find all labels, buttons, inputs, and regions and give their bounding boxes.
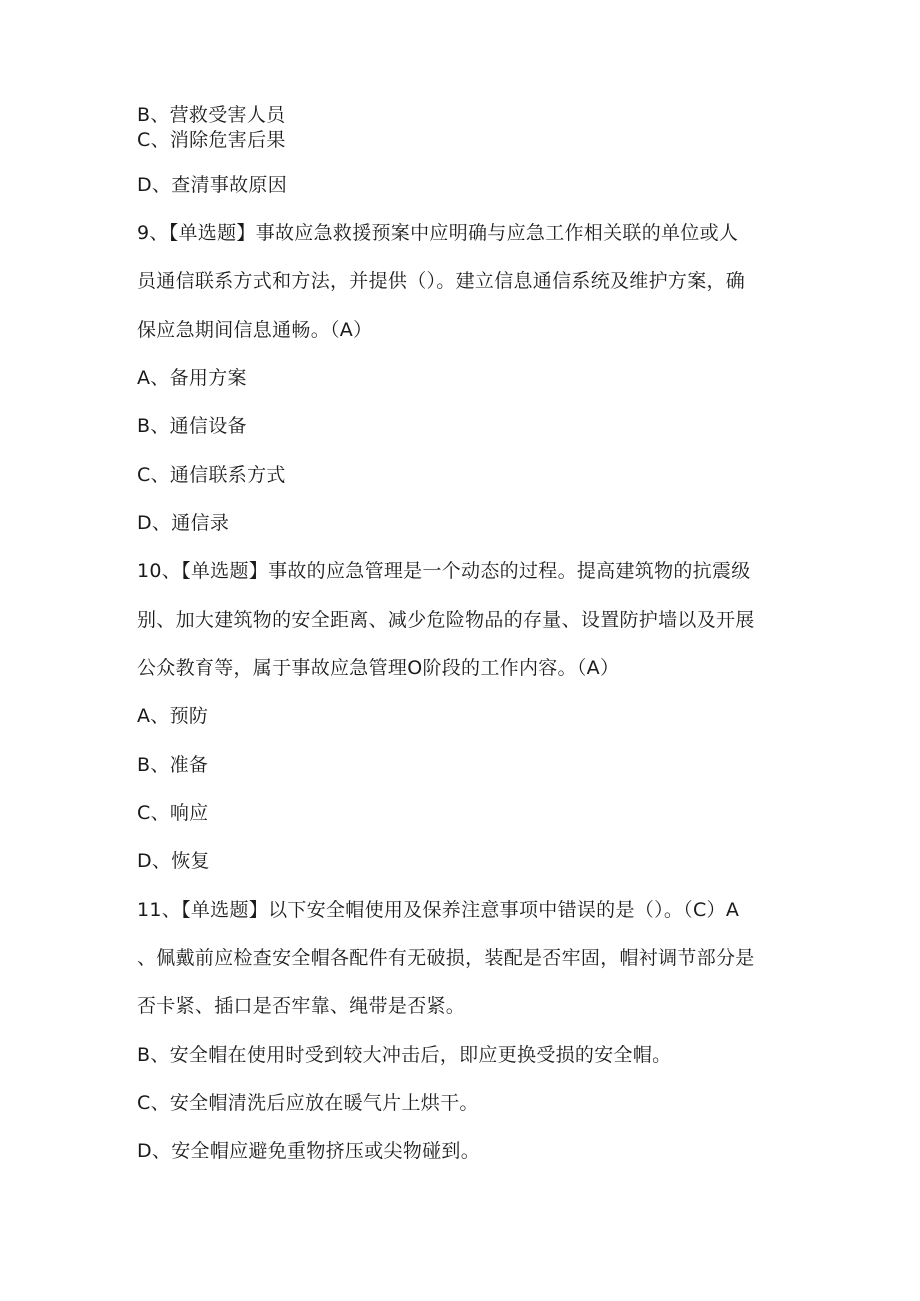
option-text: A、预防 (137, 705, 209, 727)
option-text: B、安全帽在使用时受到较大冲击后，即应更换受损的安全帽。 (137, 1044, 672, 1066)
question-text: 别、加大建筑物的安全距离、减少危险物品的存量、设置防护墙以及开展 (137, 609, 755, 631)
question-text: 保应急期间信息通畅。（A） (137, 319, 373, 341)
question-text: 否卡紧、插口是否牢靠、绳带是否紧。 (137, 995, 466, 1017)
question-text: 公众教育等，属于事故应急管理O阶段的工作内容。（A） (137, 657, 620, 679)
option-text: B、营救受害人员 (137, 104, 286, 126)
option-text: C、消除危害后果 (137, 129, 286, 151)
option-text: D、安全帽应避免重物挤压或尖物碰到。 (137, 1140, 481, 1162)
question-text: 11、【单选题】以下安全帽使用及保养注意事项中错误的是（）。（C）A (137, 899, 740, 921)
option-text: D、通信录 (137, 512, 230, 534)
option-text: B、通信设备 (137, 415, 247, 437)
question-text: 员通信联系方式和方法，并提供（）。建立信息通信系统及维护方案，确 (137, 270, 746, 292)
question-text: 9、【单选题】事故应急救援预案中应明确与应急工作相关联的单位或人 (137, 222, 739, 244)
option-text: C、响应 (137, 802, 209, 824)
question-text: 10、【单选题】事故的应急管理是一个动态的过程。提高建筑物的抗震级 (137, 560, 751, 582)
option-text: B、准备 (137, 754, 209, 776)
option-text: D、恢复 (137, 850, 210, 872)
question-text: 、佩戴前应检查安全帽各配件有无破损，装配是否牢固，帽衬调节部分是 (137, 947, 755, 969)
option-text: A、备用方案 (137, 367, 247, 389)
option-text: D、查清事故原因 (137, 174, 288, 196)
option-text: C、安全帽清洗后应放在暖气片上烘干。 (137, 1092, 479, 1114)
option-text: C、通信联系方式 (137, 464, 286, 486)
